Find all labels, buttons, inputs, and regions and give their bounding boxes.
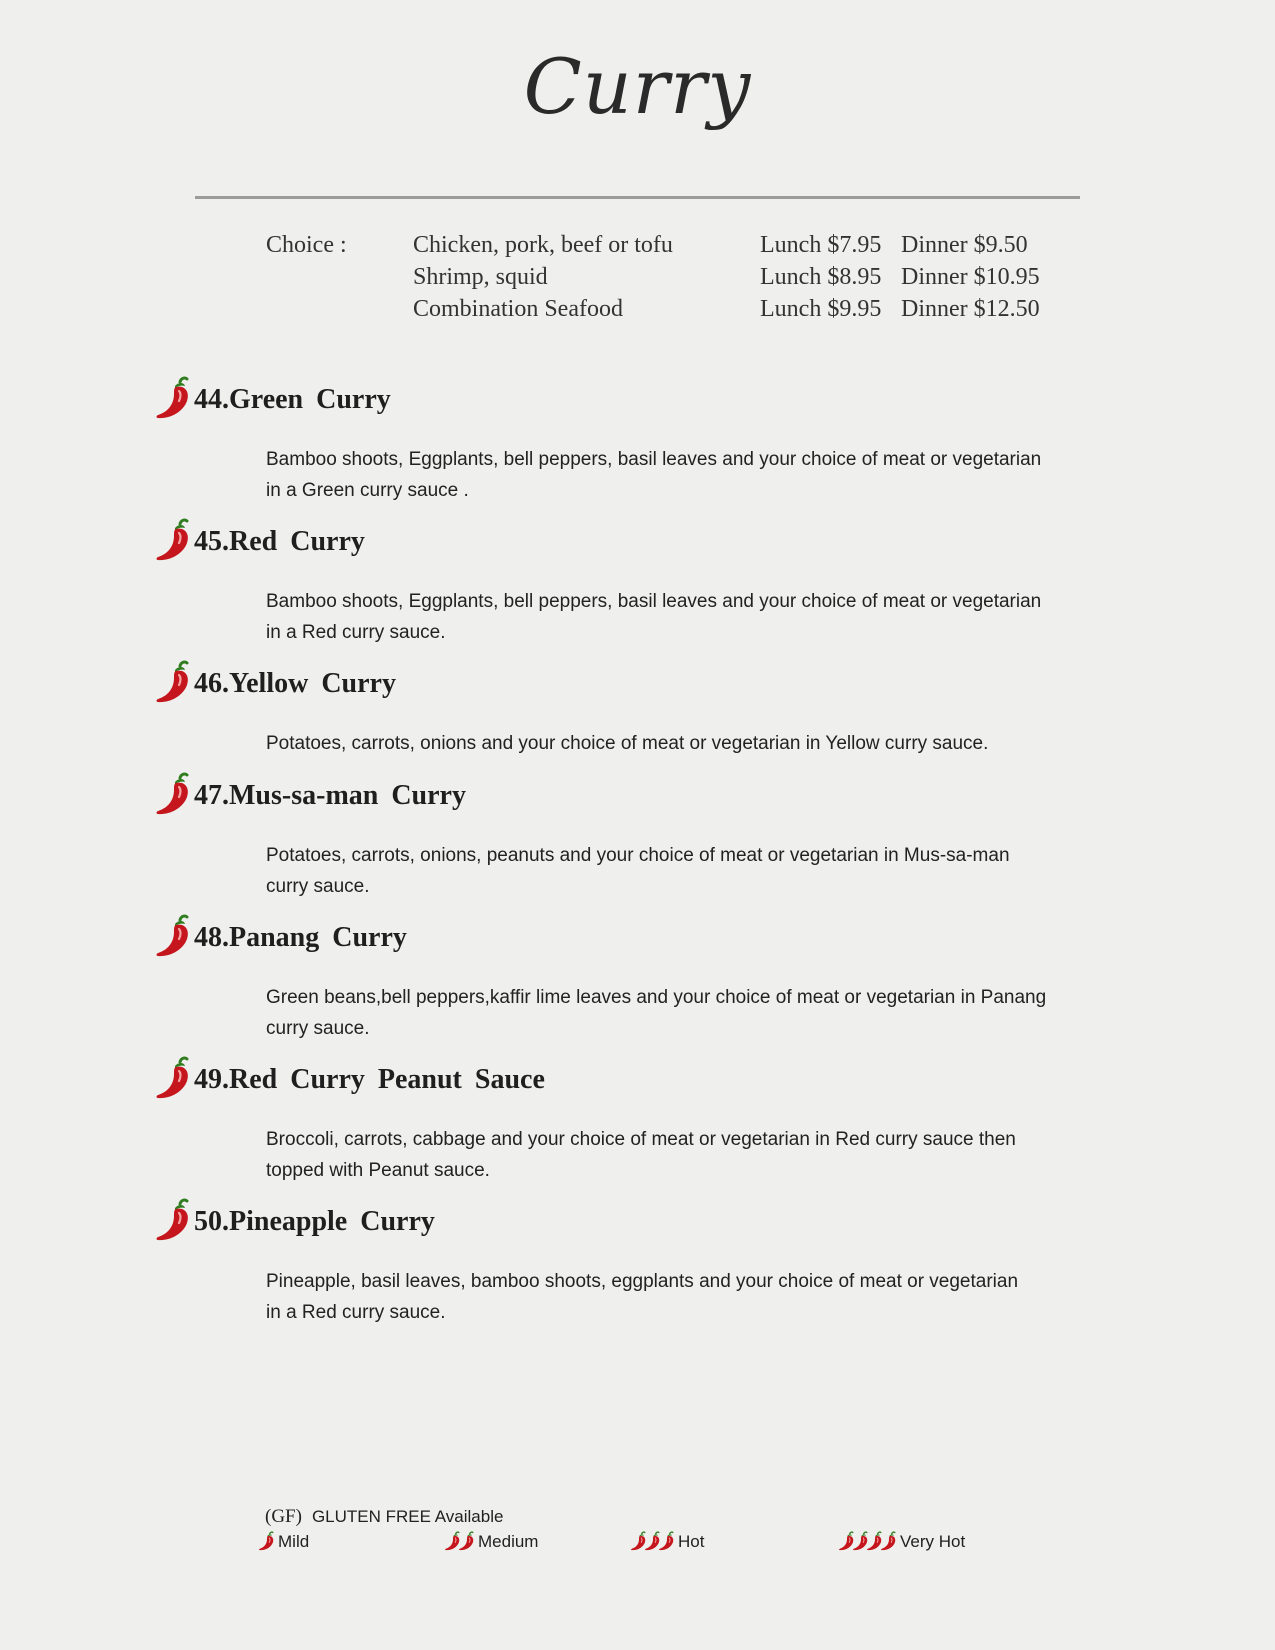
menu-item-name: 47.Mus-sa-man Curry <box>194 780 466 811</box>
menu-item-name: 46.Yellow Curry <box>194 668 396 699</box>
choice-option: Shrimp, squid <box>413 264 548 290</box>
menu-item-description: Bamboo shoots, Eggplants, bell peppers, basil leaves and your choice of meat or vegetarian in a Green curry sauce . <box>266 449 1042 501</box>
menu-item-description: Green beans,bell peppers,kaffir lime leaves and your choice of meat or vegetarian in Panang curry sauce. <box>266 987 1047 1039</box>
menu-item-name: 48.Panang Curry <box>194 922 407 953</box>
chili-pepper-icon <box>154 772 194 820</box>
choice-label: Choice : <box>266 232 347 258</box>
legend-label: Hot <box>678 1532 705 1551</box>
chili-pepper-icon <box>838 1530 894 1554</box>
chili-pepper-icon <box>630 1530 672 1554</box>
chili-pepper-icon <box>154 376 194 424</box>
choice-dinner-price: Dinner $10.95 <box>901 264 1040 290</box>
chili-pepper-icon <box>444 1530 472 1554</box>
chili-pepper-icon <box>154 660 194 708</box>
legend-mild <box>258 1528 309 1556</box>
page-title: Curry <box>523 42 752 131</box>
choice-option: Combination Seafood <box>413 296 623 322</box>
legend-medium <box>444 1528 538 1556</box>
menu-item-description: Bamboo shoots, Eggplants, bell peppers, basil leaves and your choice of meat or vegetarian in a Red curry sauce. <box>266 591 1042 643</box>
gluten-free-note <box>265 1506 503 1528</box>
chili-pepper-icon <box>154 1198 194 1246</box>
choice-lunch-price: Lunch $7.95 <box>760 232 882 258</box>
menu-item-description: Broccoli, carrots, cabbage and your choice of meat or vegetarian in Red curry sauce then topped with Peanut sauce. <box>266 1129 1016 1181</box>
menu-item-description: Potatoes, carrots, onions and your choice of meat or vegetarian in Yellow curry sauce. <box>266 733 989 754</box>
chili-pepper-icon <box>154 518 194 566</box>
choice-lunch-price: Lunch $9.95 <box>760 296 882 322</box>
chili-pepper-icon <box>154 914 194 962</box>
gf-mark: (GF) <box>265 1506 302 1527</box>
choice-lunch-price: Lunch $8.95 <box>760 264 882 290</box>
chili-pepper-icon <box>258 1530 272 1554</box>
choice-dinner-price: Dinner $12.50 <box>901 296 1040 322</box>
menu-item-name: 49.Red Curry Peanut Sauce <box>194 1064 545 1095</box>
choice-option: Chicken, pork, beef or tofu <box>413 232 673 258</box>
chili-pepper-icon <box>154 1056 194 1104</box>
menu-item-name: 44.Green Curry <box>194 384 391 415</box>
legend-label: Very Hot <box>900 1532 966 1551</box>
menu-item-name: 45.Red Curry <box>194 526 365 557</box>
menu-item-description: Potatoes, carrots, onions, peanuts and your choice of meat or vegetarian in Mus-sa-man curry sauce. <box>266 845 1010 897</box>
legend-label: Medium <box>478 1532 539 1551</box>
gf-text: GLUTEN FREE Available <box>311 1507 504 1526</box>
legend-very-hot <box>838 1528 965 1556</box>
menu-item-name: 50.Pineapple Curry <box>194 1206 435 1237</box>
choice-dinner-price: Dinner $9.50 <box>901 232 1028 258</box>
title-divider <box>195 196 1080 199</box>
menu-item-description: Pineapple, basil leaves, bamboo shoots, eggplants and your choice of meat or vegetarian in a Red curry sauce. <box>266 1271 1019 1323</box>
legend-label: Mild <box>278 1532 310 1551</box>
legend-hot <box>630 1528 704 1556</box>
